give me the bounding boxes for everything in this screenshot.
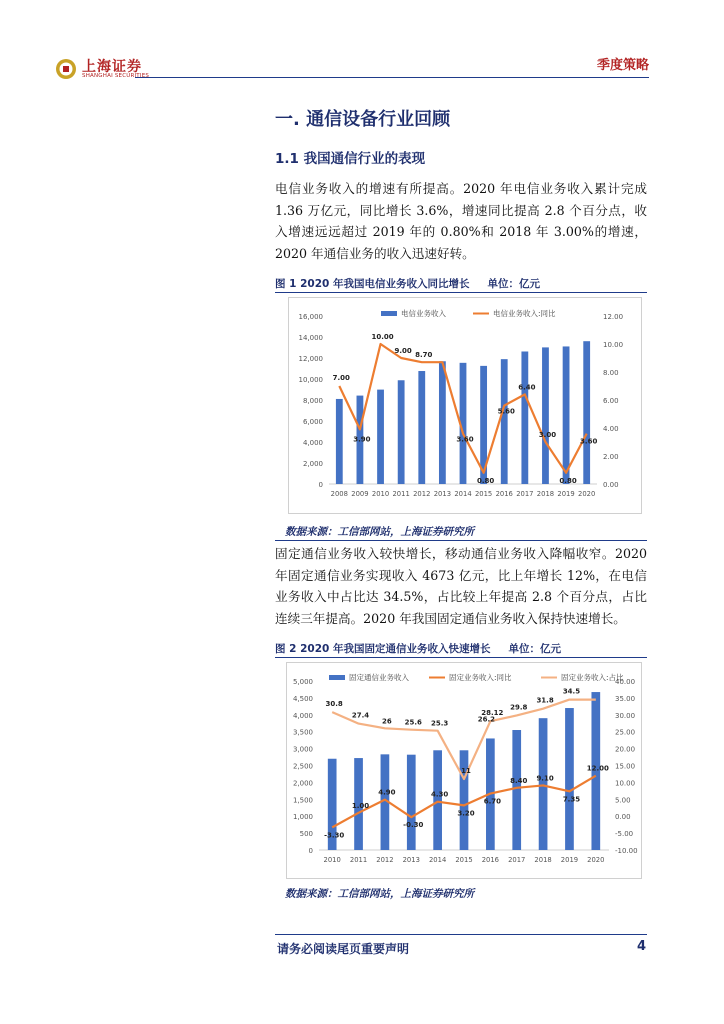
- data-label: 30.8: [325, 700, 343, 709]
- x-tick-label: 2017: [516, 490, 534, 498]
- bar-2012: [418, 371, 425, 484]
- x-tick-label: 2014: [454, 490, 472, 498]
- data-label: -0.30: [403, 821, 424, 830]
- figure-1-top-rule: [275, 292, 647, 293]
- data-label: 8.70: [415, 351, 433, 360]
- x-tick-label: 2016: [495, 490, 513, 498]
- data-label: 0.80: [559, 476, 577, 485]
- bar-2010: [377, 390, 384, 484]
- x-tick-label: 2014: [428, 856, 447, 864]
- x-tick-label: 2020: [578, 490, 596, 498]
- y-left-tick-label: 0: [308, 847, 313, 855]
- legend-label: 固定业务收入:占比: [561, 673, 624, 682]
- logo-seal-icon: [55, 58, 77, 80]
- data-label-extra: 26.2: [477, 715, 496, 724]
- y-right-tick-label: 0.00: [615, 813, 631, 822]
- data-label: 0.80: [476, 476, 495, 485]
- y-left-tick-label: 4,000: [292, 711, 313, 720]
- x-tick-label: 2020: [587, 856, 605, 864]
- y-left-tick-label: 500: [299, 830, 313, 839]
- figure-1-chart: [288, 297, 642, 514]
- bar-2013: [439, 361, 446, 484]
- figure-1-caption: [275, 276, 647, 291]
- x-tick-label: 2018: [536, 490, 555, 498]
- figure-1-bottom-rule: [275, 540, 647, 541]
- data-label: 3.20: [457, 809, 475, 818]
- header-divider: [135, 77, 649, 78]
- data-label: 9.10: [536, 774, 554, 783]
- y-left-tick-label: 4,500: [292, 694, 313, 703]
- bar-2011: [398, 380, 405, 484]
- y-left-tick-label: 3,500: [292, 728, 313, 737]
- y-right-tick-label: 5.00: [615, 796, 631, 805]
- bar-2019: [565, 708, 574, 850]
- section-heading: 1.1 我国通信行业的表现: [275, 151, 426, 167]
- y-right-tick-label: 12.00: [603, 313, 624, 321]
- y-left-tick-label: 2,500: [292, 762, 313, 771]
- y-right-tick-label: -5.00: [615, 830, 634, 839]
- data-label: 7.00: [332, 374, 350, 382]
- bar-2015: [460, 750, 469, 850]
- logo-text-en: SHANGHAI SECURITIES: [82, 73, 150, 79]
- x-tick-label: 2019: [557, 490, 575, 498]
- y-left-tick-label: 8,000: [302, 397, 323, 405]
- data-label: 7.35: [562, 795, 581, 804]
- logo-text-cn: 上海证券: [82, 59, 142, 75]
- x-tick-label: 2012: [376, 856, 394, 864]
- data-label: 3.90: [353, 435, 371, 444]
- y-right-tick-label: 0.00: [603, 481, 619, 489]
- y-left-tick-label: 16,000: [298, 313, 323, 321]
- bar-2013: [407, 755, 416, 850]
- y-right-tick-label: 20.00: [615, 745, 636, 754]
- chapter-heading: 一. 通信设备行业回顾: [275, 109, 451, 130]
- y-right-tick-label: 2.00: [603, 453, 619, 461]
- data-label: 4.90: [378, 788, 396, 797]
- y-left-tick-label: 2,000: [302, 460, 323, 468]
- x-tick-label: 2015: [455, 856, 473, 864]
- footer-disclaimer: 请务必阅读尾页重要声明: [277, 942, 410, 956]
- footer-divider: [275, 934, 647, 935]
- y-left-tick-label: 10,000: [298, 376, 323, 384]
- bar-2017: [521, 351, 528, 484]
- figure-2-unit: 单位：亿元: [508, 643, 561, 655]
- paragraph-telecom-revenue: 电信业务收入的增速有所提高。2020 年电信业务收入累计完成 1.36 万亿元，同比增长 3.6%，增速同比提高 2.8 个百分点，收入增速远远超过 2019 年的 0.80%和 2018 年 3.00%的增速，2020 年通信业务的收入迅速好转。: [275, 181, 647, 261]
- x-tick-label: 2011: [392, 490, 410, 498]
- legend-label: 固定通信业务收入: [349, 673, 409, 682]
- figure-2-chart: [286, 662, 642, 879]
- figure-2-top-rule: [275, 657, 647, 658]
- legend-swatch-bar: [381, 311, 397, 316]
- y-right-tick-label: 35.00: [615, 694, 636, 703]
- figure-1-unit: 单位：亿元: [487, 278, 540, 290]
- paragraph-fixed-business: 固定通信业务收入较快增长，移动通信业务收入降幅收窄。2020 年固定通信业务实现收入 4673 亿元，比上年增长 12%，在电信业务收入中占比达 34.5%，占比较上年提高 2.8 个百分点，占比连续三年提高。2020 年我国固定通信业务收入保持快速增长。: [275, 546, 647, 626]
- data-label: 8.40: [510, 776, 528, 785]
- y-right-tick-label: 30.00: [615, 711, 636, 720]
- bar-2020: [583, 341, 590, 484]
- legend-label: 固定业务收入:同比: [449, 673, 512, 682]
- x-tick-label: 2010: [371, 490, 390, 498]
- y-left-tick-label: 5,000: [292, 678, 313, 686]
- bar-2019: [563, 346, 570, 484]
- data-label: 6.40: [518, 383, 536, 392]
- y-left-tick-label: 1,500: [292, 796, 313, 805]
- data-label: -3.30: [324, 831, 345, 840]
- y-right-tick-label: 4.00: [603, 425, 619, 433]
- y-left-tick-label: 6,000: [302, 418, 323, 426]
- x-tick-label: 2015: [474, 490, 493, 498]
- x-tick-label: 2019: [560, 856, 579, 864]
- x-tick-label: 2009: [351, 490, 369, 498]
- bar-2016: [501, 359, 508, 484]
- x-tick-label: 2018: [534, 856, 552, 864]
- bar-2018: [542, 347, 549, 484]
- legend-swatch-bar: [329, 675, 345, 680]
- x-tick-label: 2011: [349, 856, 368, 864]
- y-left-tick-label: 14,000: [298, 334, 323, 342]
- y-right-tick-label: 15.00: [615, 762, 636, 771]
- y-left-tick-label: 0: [318, 481, 323, 489]
- figure-2-title: 图 2 2020 年我国固定通信业务收入快速增长: [275, 643, 491, 655]
- y-right-tick-label: 8.00: [603, 369, 619, 377]
- y-left-tick-label: 12,000: [298, 355, 323, 363]
- y-right-tick-label: 10.00: [615, 779, 636, 788]
- y-left-tick-label: 1,000: [292, 813, 313, 822]
- y-left-tick-label: 4,000: [302, 439, 323, 447]
- data-label: 29.8: [510, 703, 528, 712]
- data-label: 3.60: [456, 435, 474, 444]
- figure-2-caption: [275, 641, 647, 656]
- data-label: 3.60: [580, 437, 598, 446]
- bar-2008: [336, 399, 343, 484]
- figure-1-title: 图 1 2020 年我国电信业务收入同比增长: [275, 278, 470, 290]
- figure-1-source: 数据来源：工信部网站，上海证券研究所: [285, 526, 474, 538]
- x-tick-label: 2013: [433, 490, 452, 498]
- y-right-tick-label: 40.00: [615, 678, 636, 686]
- y-right-tick-label: 10.00: [603, 341, 624, 349]
- y-right-tick-label: 6.00: [603, 397, 619, 405]
- x-tick-label: 2016: [481, 856, 500, 864]
- x-tick-label: 2010: [323, 856, 341, 864]
- legend-label: 电信业务收入:同比: [493, 309, 556, 318]
- data-label: 6.70: [483, 797, 502, 806]
- y-left-tick-label: 3,000: [292, 745, 313, 754]
- data-label: 4.30: [430, 790, 449, 799]
- chart-telecom-revenue: [289, 298, 641, 513]
- data-label: 34.5: [562, 687, 581, 696]
- y-right-tick-label: 25.00: [615, 728, 636, 737]
- chart-fixed-business: [287, 663, 641, 878]
- data-label: 5.60: [497, 407, 515, 416]
- data-label: 3.00: [538, 431, 557, 439]
- x-tick-label: 2008: [330, 490, 348, 498]
- legend-label: 电信业务收入: [401, 309, 446, 318]
- page-number: 4: [636, 939, 646, 954]
- data-label: 28.12: [481, 709, 504, 718]
- data-label: 1.00: [351, 801, 370, 810]
- data-label: 27.4: [351, 711, 370, 720]
- bar-2018: [539, 718, 548, 850]
- company-logo: [55, 56, 155, 82]
- data-label: 25.3: [430, 719, 449, 728]
- figure-2-source: 数据来源：工信部网站，上海证券研究所: [285, 888, 474, 900]
- data-label: 11: [461, 767, 471, 776]
- data-label: 10.00: [371, 333, 394, 341]
- bar-2017: [512, 730, 521, 850]
- x-tick-label: 2013: [402, 856, 420, 864]
- data-label: 26: [382, 717, 392, 726]
- report-section-label: 季度策略: [596, 58, 649, 73]
- bar-2014: [433, 750, 442, 850]
- data-label: 31.8: [536, 696, 554, 705]
- data-label: 9.00: [394, 347, 412, 355]
- data-label: 12.00: [586, 764, 609, 773]
- y-right-tick-label: -10.00: [615, 847, 638, 855]
- y-left-tick-label: 2,000: [292, 779, 313, 788]
- x-tick-label: 2012: [413, 490, 431, 498]
- x-tick-label: 2017: [508, 856, 526, 864]
- data-label: 25.6: [404, 718, 422, 727]
